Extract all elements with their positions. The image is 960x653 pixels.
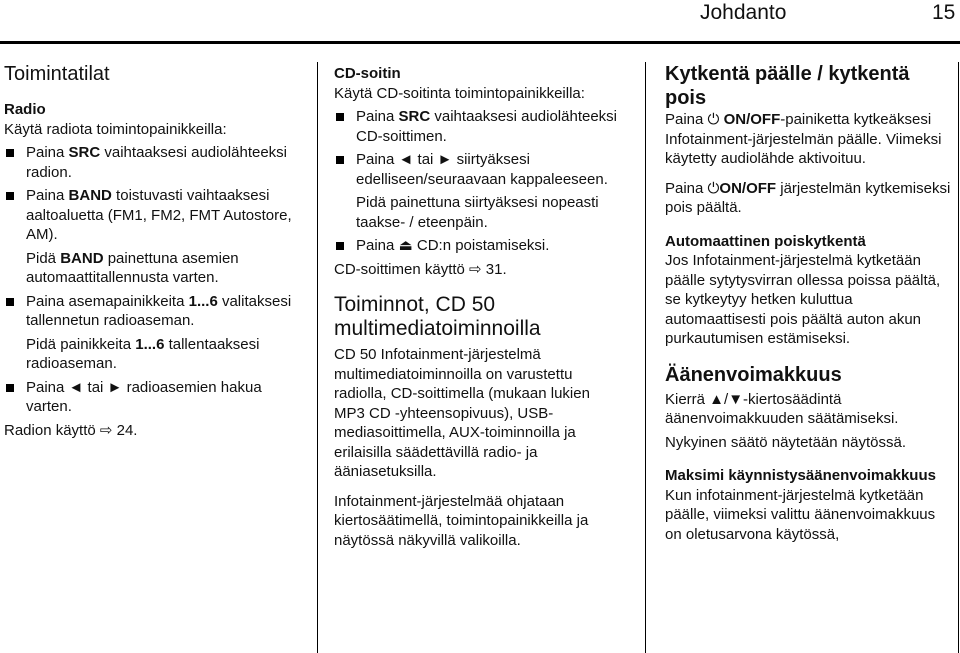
cd-intro: Käytä CD-soitinta toimintopainikkeilla:: [334, 84, 585, 102]
column-divider: [317, 62, 318, 653]
auto-off-heading: Automaattinen poiskytkentä: [665, 232, 866, 250]
power-off-text: Paina ⏻ON/OFF järjestelmän kytkemiseksi pois päältä.: [665, 179, 951, 216]
radio-bullets: [4, 143, 300, 245]
column-left: [4, 62, 300, 444]
preset-hold-note: Pidä painikkeita 1...6 tallentaaksesi radioaseman.: [26, 335, 260, 372]
list-item: Paina SRC vaihtaaksesi audiolähteeksi CD-soittimen.: [334, 107, 624, 146]
cd-hold-note: Pidä painettuna siirtyäksesi nopeasti taakse- / eteenpäin.: [356, 194, 599, 231]
max-volume-text: Kun infotainment-järjestelmä kytketään päälle, viimeksi valittu äänenvoimakkuus on oletusarvona käytössä,: [665, 486, 936, 543]
list-item: Paina SRC vaihtaaksesi audiolähteeksi radion.: [4, 143, 300, 182]
column-divider: [958, 62, 959, 653]
page-number: 15: [932, 1, 956, 24]
power-heading: Kytkentä päälle / kytkentä pois: [665, 63, 910, 109]
cd-player-heading: CD-soitin: [334, 65, 401, 82]
list-item: Paina ◄ tai ► siirtyäksesi edelliseen/seuraavaan kappaleeseen.: [334, 150, 624, 189]
radio-intro: Käytä radiota toimintopainikkeilla:: [4, 120, 227, 138]
radio-heading: Radio: [4, 101, 46, 118]
band-hold-note: Pidä BAND painettuna asemien automaattitallennusta varten.: [26, 249, 239, 286]
header-divider: [0, 41, 960, 44]
column-divider: [645, 62, 646, 653]
column-middle: [334, 64, 624, 554]
list-item: Paina ◄ tai ► radioasemien hakua varten.: [4, 378, 300, 417]
volume-heading: Äänenvoimakkuus: [665, 363, 842, 386]
radio-reference: Radion käyttö ⇨ 24.: [4, 421, 138, 439]
column-right: [665, 62, 955, 548]
cd-reference: CD-soittimen käyttö ⇨ 31.: [334, 260, 507, 278]
volume-text-2: Nykyinen säätö näytetään näytössä.: [665, 433, 906, 451]
list-item: Paina ⏏ CD:n poistamiseksi.: [334, 236, 624, 256]
volume-text: Kierrä ▲/▼-kiertosäädintä äänenvoimakkuuden säätämiseksi.: [665, 390, 899, 427]
cd50-controls: Infotainment-järjestelmää ohjataan kiertosäätimellä, toimintopainikkeilla ja näytössä näkyvillä valikoilla.: [334, 492, 589, 549]
list-item: Paina asemapainikkeita 1...6 valitaksesi tallennetun radioaseman.: [4, 292, 300, 331]
max-volume-heading: Maksimi käynnistysäänenvoimakkuus: [665, 467, 936, 484]
section-title: Johdanto: [700, 1, 787, 24]
auto-off-text: Jos Infotainment-järjestelmä kytketään päälle sytytysvirran ollessa poissa päältä, se kytkeytyy hetken kuluttua automaattisesti pois päältä auton akun purkautumisen estämiseksi.: [665, 252, 941, 347]
cd50-heading: Toiminnot, CD 50 multimediatoiminnoilla: [334, 293, 541, 340]
cd50-description: CD 50 Infotainment-järjestelmä multimediatoiminnoilla on varustettu radiolla, CD-soittimella (mukaan lukien MP3 CD -yhteensopivuus), USB-mediasoittimella, AUX-toiminnoilla ja erilaisilla säädettävillä radio- ja ääniasetuksilla.: [334, 346, 590, 480]
operating-modes-heading: Toimintatilat: [4, 63, 110, 85]
list-item: Paina BAND toistuvasti vaihtaaksesi aaltoaluetta (FM1, FM2, FMT Autostore, AM).: [4, 186, 300, 245]
power-on-text: Paina ⏻ ON/OFF-painiketta kytkeäksesi Infotainment-järjestelmän päälle. Viimeksi käytetty audiolähde aktivoituu.: [665, 111, 942, 167]
